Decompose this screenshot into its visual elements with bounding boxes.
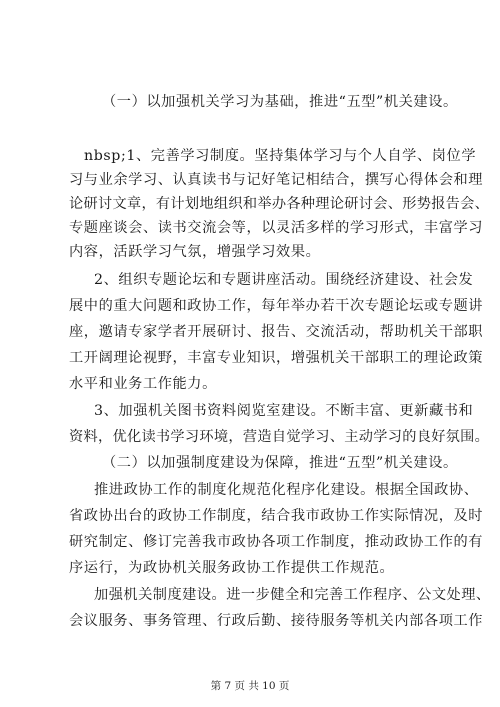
- paragraph-line: 水平和业务工作能力。: [69, 376, 217, 392]
- paragraph-line: 加强机关制度建设。进一步健全和完善工作程序、公文处理、: [94, 587, 491, 603]
- paragraph-line: 会议服务、事务管理、行政后勤、接待服务等机关内部各项工作: [69, 613, 484, 629]
- paragraph-line: 资料，优化读书学习环境，营造自觉学习、主动学习的良好氛围。: [69, 429, 490, 445]
- paragraph-line: 论研讨文章，有计划地组织和举办各种理论研讨会、形势报告会、: [69, 196, 490, 212]
- paragraph-line: 推进政协工作的制度化规范化程序化建设。根据全国政协、: [94, 482, 479, 498]
- paragraph-line: 研究制定、修订完善我市政协各项工作制度，推动政协工作的有: [69, 534, 484, 550]
- paragraph-line: 座，邀请专家学者开展研讨、报告、交流活动，帮助机关干部职: [69, 324, 484, 340]
- paragraph-line: nbsp;1、完善学习制度。坚持集体学习与个人自学、岗位学: [84, 148, 477, 164]
- paragraph-line: 序运行，为政协机关服务政协工作提供工作规范。: [69, 560, 395, 576]
- section-heading-1: （一）以加强机关学习为基础，推进“五型”机关建设。: [102, 94, 458, 110]
- paragraph-line: 工开阔理论视野，丰富专业知识，增强机关干部职工的理论政策: [69, 350, 484, 366]
- paragraph-line: 3、加强机关图书资料阅览室建设。不断丰富、更新藏书和: [94, 403, 474, 419]
- section-heading-2: （二）以加强制度建设为保障，推进“五型”机关建设。: [102, 455, 458, 471]
- paragraph-line: 展中的重大问题和政协工作，每年举办若干次专题论坛或专题讲: [69, 298, 484, 314]
- paragraph-line: 习与业余学习、认真读书与记好笔记相结合，撰写心得体会和理: [69, 172, 484, 188]
- paragraph-line: 专题座谈会、读书交流会等，以灵活多样的学习形式，丰富学习: [69, 220, 484, 236]
- paragraph-line: 省政协出台的政协工作制度，结合我市政协工作实际情况，及时: [69, 508, 484, 524]
- paragraph-line: 2、组织专题论坛和专题讲座活动。围绕经济建设、社会发: [94, 272, 474, 288]
- paragraph-line: 内容，活跃学习气氛，增强学习效果。: [69, 244, 321, 260]
- page-footer: 第 7 页 共 10 页: [210, 680, 290, 692]
